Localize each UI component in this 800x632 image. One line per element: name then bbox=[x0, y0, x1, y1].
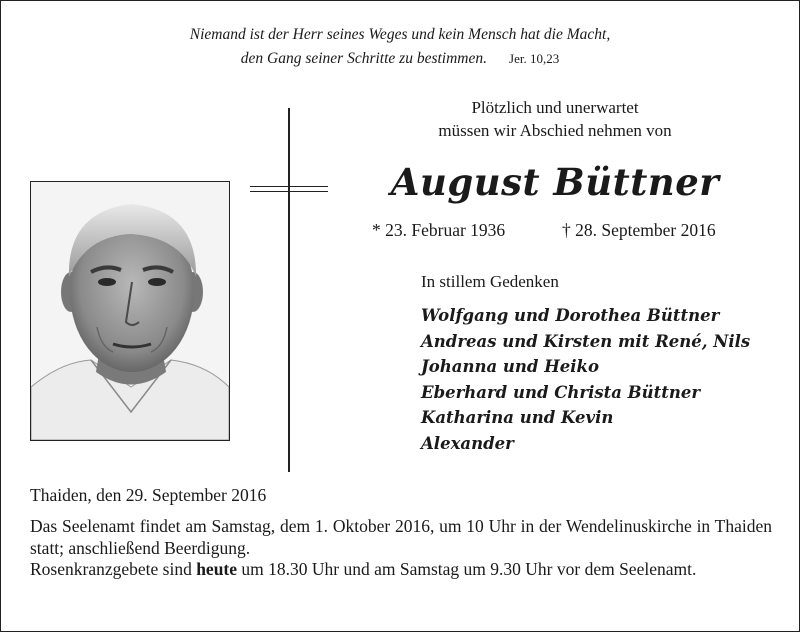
remembrance-line: In stillem Gedenken bbox=[421, 272, 559, 291]
portrait-illustration bbox=[31, 182, 229, 440]
mourner-item: Johanna und Heiko bbox=[421, 357, 599, 377]
death-date: † 28. September 2016 bbox=[562, 220, 716, 240]
rosary-text-bold: heute bbox=[196, 559, 238, 579]
rosary-text-after: um 18.30 Uhr und am Samstag um 9.30 Uhr vor dem Seelenamt. bbox=[237, 559, 697, 579]
rosary-paragraph bbox=[30, 559, 772, 581]
verse-reference: Jer. 10,23 bbox=[509, 51, 560, 66]
mourner-item: Wolfgang und Dorothea Büttner bbox=[421, 306, 720, 325]
verse-line-2-text: den Gang seiner Schritte zu bestimmen. bbox=[240, 50, 488, 67]
requiem-paragraph: Das Seelenamt findet am Samstag, dem 1. Oktober 2016, um 10 Uhr in der Wendelinuskirche in Thaiden statt; anschließend Beerdigung. bbox=[30, 516, 772, 558]
cross-vertical-icon bbox=[288, 108, 290, 472]
intro-line-2: müssen wir Abschied nehmen von bbox=[438, 121, 672, 140]
verse-line-1: Niemand ist der Herr seines Weges und kein Mensch hat die Macht, bbox=[189, 26, 611, 43]
mourner-item: Eberhard und Christa Büttner bbox=[421, 382, 701, 402]
deceased-name: August Büttner bbox=[390, 160, 720, 204]
mourner-item: Katharina und Kevin bbox=[421, 408, 614, 428]
intro-text bbox=[360, 96, 750, 142]
mourners-list bbox=[421, 303, 750, 457]
birth-date: * 23. Februar 1936 bbox=[372, 220, 506, 240]
portrait-photo bbox=[30, 181, 230, 441]
place-and-date: Thaiden, den 29. September 2016 bbox=[30, 485, 267, 505]
cross-horizontal-icon bbox=[250, 186, 328, 192]
rosary-text-before: Rosenkranzgebete sind bbox=[30, 559, 197, 579]
service-notice bbox=[30, 516, 772, 581]
verse-line-2 bbox=[0, 47, 800, 71]
life-dates bbox=[372, 220, 752, 241]
mourner-item: Andreas und Kirsten mit René, Nils bbox=[421, 331, 751, 351]
mourner-item: Alexander bbox=[421, 433, 514, 453]
bible-verse bbox=[0, 23, 800, 71]
intro-line-1: Plötzlich und unerwartet bbox=[471, 98, 639, 117]
